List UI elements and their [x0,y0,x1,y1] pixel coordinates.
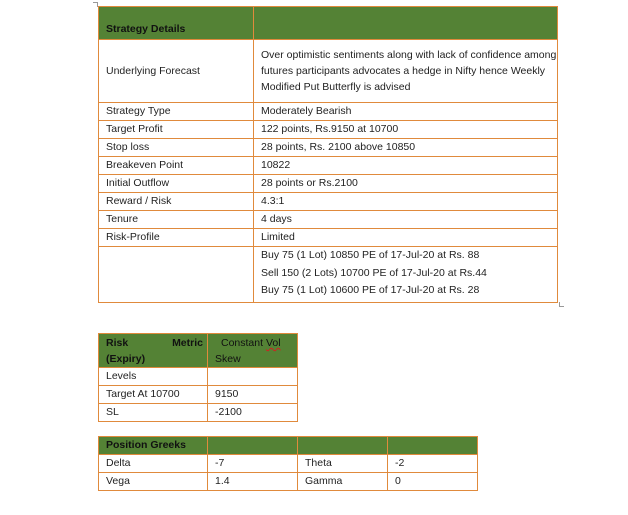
table-row [99,211,558,229]
risk-row-value: -2100 [208,404,298,422]
table-row [99,229,558,247]
risk-header-row [99,334,298,368]
table-row [99,368,298,386]
table-row [99,103,558,121]
greek-name: Gamma [298,473,388,491]
risk-row-label: SL [99,404,208,422]
table-row [99,404,298,422]
row-value: 28 points or Rs.2100 [254,175,558,193]
row-label: Reward / Risk [99,193,254,211]
greek-name: Vega [99,473,208,491]
row-label: Underlying Forecast [99,40,254,103]
table-row [99,40,558,103]
strategy-header-row [99,7,558,40]
row-value: 10822 [254,157,558,175]
risk-row-label: Levels [99,368,208,386]
risk-row-value [208,368,298,386]
greek-value: -2 [388,455,478,473]
risk-header-word-3: (Expiry) [106,353,146,365]
corner-mark-right [559,302,564,307]
row-value: Over optimistic sentiments along with lack of confidence among futures participants advocates a hedge in Nifty hence Weekly Modified Put Butterfly is advised [254,40,558,103]
risk-header-word-1: Risk [106,337,129,349]
row-value: Limited [254,229,558,247]
row-label: Risk-Profile [99,229,254,247]
greek-value: -7 [208,455,298,473]
table-row [99,247,558,303]
greeks-header-blank [298,437,388,455]
row-value: Moderately Bearish [254,103,558,121]
strategy-header-blank [254,7,558,40]
row-value: 122 points, Rs.9150 at 10700 [254,121,558,139]
risk-header-right [208,334,298,368]
row-label: Tenure [99,211,254,229]
position-greeks-table [98,436,478,491]
greek-name: Delta [99,455,208,473]
row-label: Stop loss [99,139,254,157]
risk-header-right-3: Skew [215,353,241,365]
legs-label-blank [99,247,254,303]
risk-metric-table [98,333,298,422]
row-value: 4.3:1 [254,193,558,211]
greeks-header: Position Greeks [99,437,208,455]
table-row [99,175,558,193]
table-row [99,386,298,404]
risk-header-word-2: Metric [172,337,203,349]
risk-header-right-1: Constant [221,337,264,349]
legs-cell [254,247,558,303]
row-value: 28 points, Rs. 2100 above 10850 [254,139,558,157]
leg-line: Buy 75 (1 Lot) 10850 PE of 17-Jul-20 at Rs. 88 [261,249,480,261]
greeks-header-row [99,437,478,455]
greek-value: 0 [388,473,478,491]
greeks-header-blank [208,437,298,455]
row-label: Target Profit [99,121,254,139]
strategy-details-table [98,6,558,303]
row-label: Breakeven Point [99,157,254,175]
greek-value: 1.4 [208,473,298,491]
table-row [99,139,558,157]
table-row [99,473,478,491]
risk-header-right-2: Vol [265,337,281,349]
row-value: 4 days [254,211,558,229]
risk-header-left [99,334,208,368]
risk-row-value: 9150 [208,386,298,404]
row-label: Initial Outflow [99,175,254,193]
table-row [99,157,558,175]
row-label: Strategy Type [99,103,254,121]
leg-line: Buy 75 (1 Lot) 10600 PE of 17-Jul-20 at Rs. 28 [261,284,480,296]
strategy-header: Strategy Details [99,7,254,40]
greeks-header-blank [388,437,478,455]
table-row [99,121,558,139]
leg-line: Sell 150 (2 Lots) 10700 PE of 17-Jul-20 at Rs.44 [261,266,487,279]
greek-name: Theta [298,455,388,473]
table-row [99,193,558,211]
table-row [99,455,478,473]
risk-row-label: Target At 10700 [99,386,208,404]
